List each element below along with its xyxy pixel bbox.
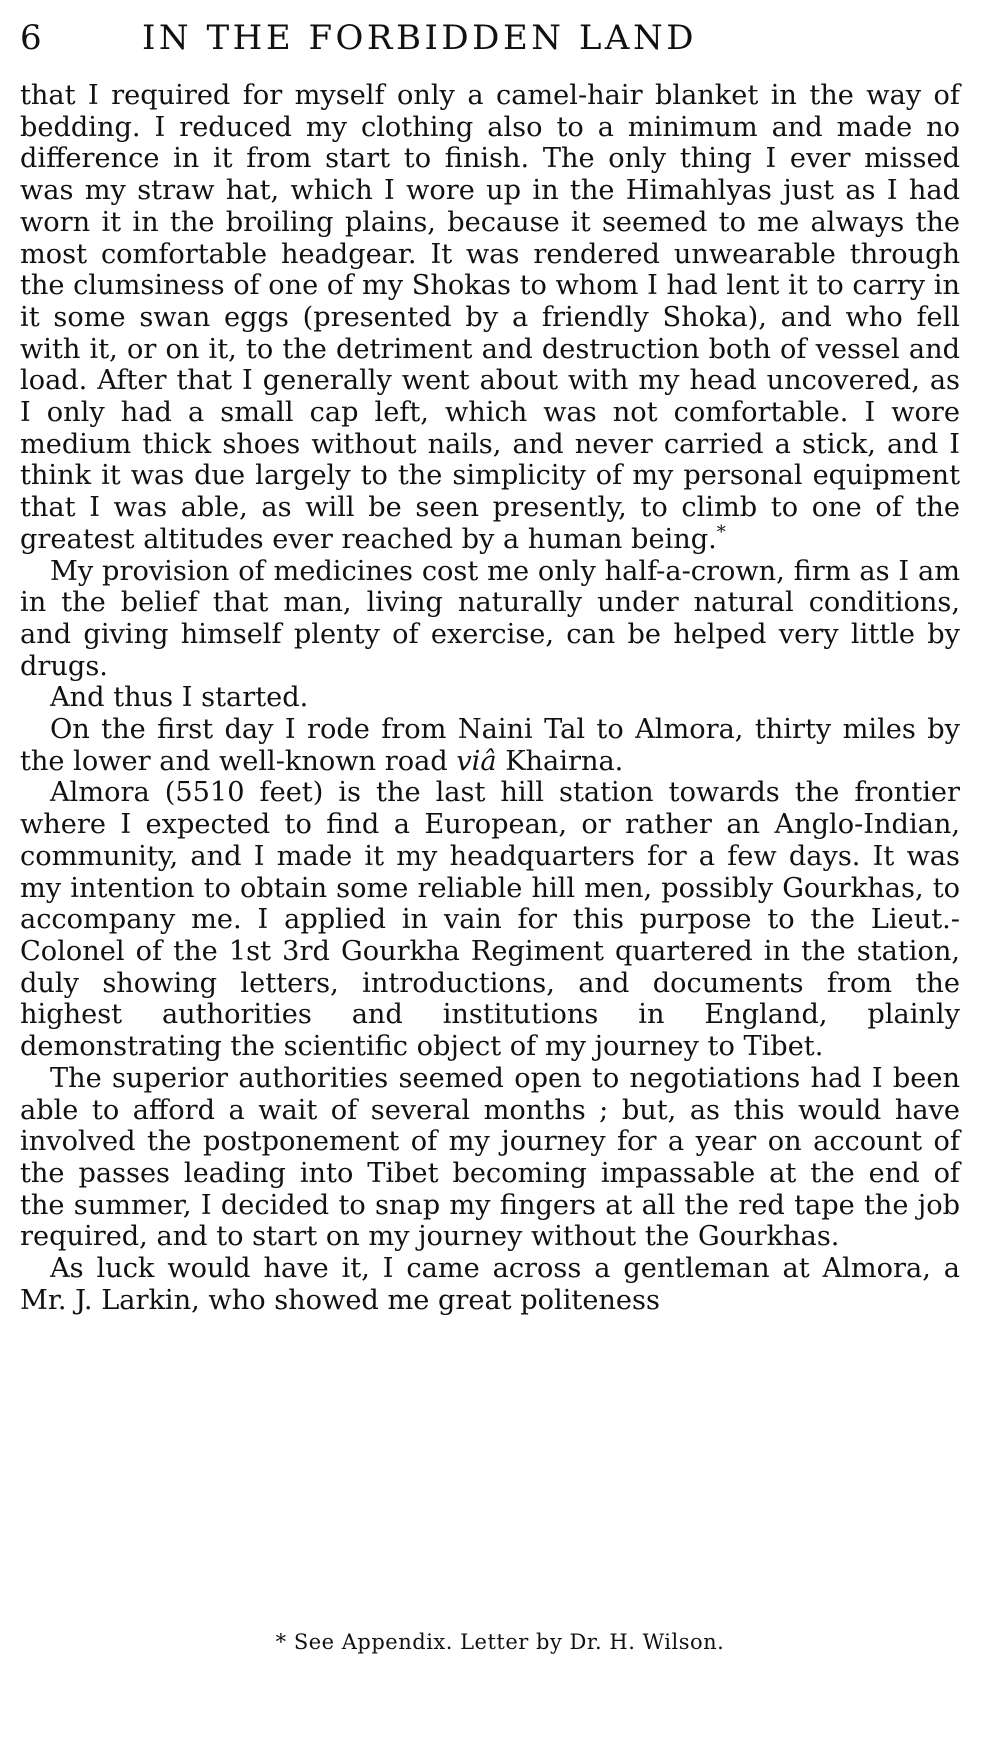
paragraph-text: As luck would have it, I came across a gentleman at Almora, a Mr. J. Larkin, who showed me great politeness	[20, 1253, 960, 1316]
paragraph	[20, 777, 960, 1062]
paragraph-text: And thus I started.	[50, 682, 309, 714]
paragraph-text: Almora (5510 feet) is the last hill station towards the frontier where I expected to find a European, or rather an Anglo-Indian, community, and I made it my headquarters for a few days. It was my intention to obtain some reliable hill men, possibly Gourkhas, to accompany me. I applied in vain for this purpose to the Lieut.-Colonel of the 1st 3rd Gourkha Regiment quartered in the station, duly showing letters, introductions, and documents from the highest authorities and institutions in England, plainly demonstrating the scientific object of my journey to Tibet.	[20, 777, 960, 1063]
page-body	[20, 80, 960, 1316]
italic-text: viâ	[456, 745, 497, 777]
paragraph-text: My provision of medicines cost me only half-a-crown, firm as I am in the belief that man, living naturally under natural conditions, and giving himself plenty of exercise, can be helped very little by drugs.	[20, 555, 960, 682]
footnote: * See Appendix. Letter by Dr. H. Wilson.	[275, 1630, 725, 1654]
paragraph-text: On the first day I rode from Naini Tal to Almora, thirty miles by the lower and well-known road	[20, 714, 960, 777]
paragraph	[20, 714, 960, 777]
paragraph-text: The superior authorities seemed open to negotiations had I been able to afford a wait of several months ; but, as this would have involved the postponement of my journey for a year on account of the passes leading into Tibet becoming impassable at the end of the summer, I decided to snap my fingers at all the red tape the job required, and to start on my journey without the Gourkhas.	[20, 1062, 960, 1253]
paragraph-text: Khairna.	[496, 745, 624, 777]
paragraph	[20, 682, 960, 714]
paragraph	[20, 1063, 960, 1253]
page-number: 6	[20, 18, 45, 58]
paragraph	[20, 80, 960, 556]
footnote-mark: *	[716, 521, 726, 543]
paragraph	[20, 556, 960, 683]
paragraph	[20, 1253, 960, 1316]
page-header	[20, 18, 960, 80]
running-title: IN THE FORBIDDEN LAND	[142, 18, 697, 58]
paragraph-text: that I required for myself only a camel-hair blanket in the way of bedding. I reduced my clothing also to a minimum and made no difference in it from start to finish. The only thing I ever missed was my straw hat, which I wore up in the Himahlyas just as I had worn it in the broiling plains, because it seemed to me always the most comfortable headgear. It was rendered unwearable through the clumsiness of one of my Shokas to whom I had lent it to carry in it some swan eggs (presented by a friendly Shoka), and who fell with it, or on it, to the detriment and destruction both of vessel and load. After that I generally went about with my head uncovered, as I only had a small cap left, which was not comfortable. I wore medium thick shoes without nails, and never carried a stick, and I think it was due largely to the simplicity of my personal equipment that I was able, as will be seen presently, to climb to one of the greatest altitudes ever reached by a human being.	[20, 80, 960, 555]
